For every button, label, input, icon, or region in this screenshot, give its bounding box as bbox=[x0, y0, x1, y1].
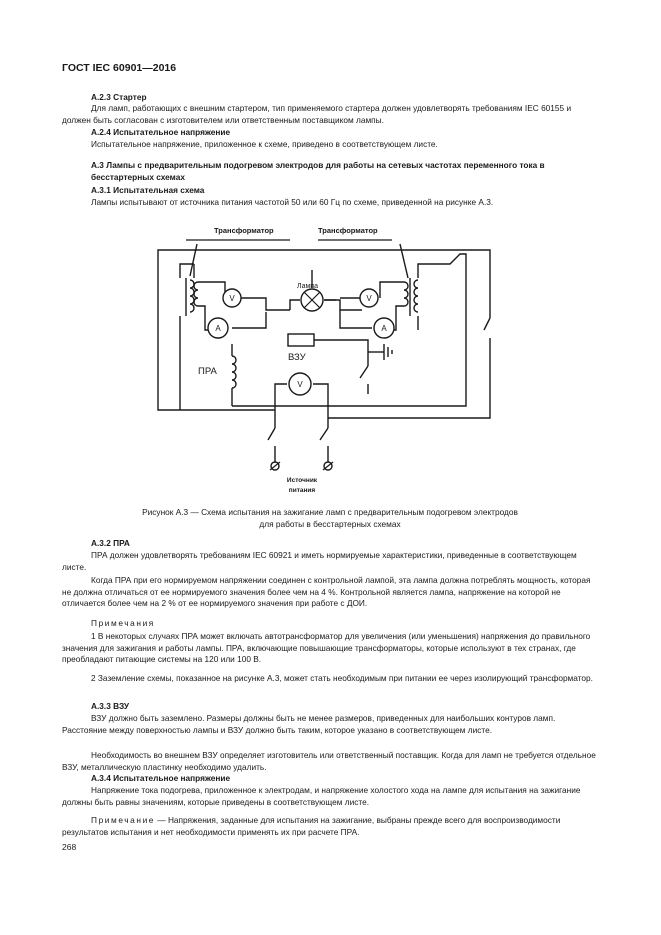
section-a24-text: Испытательное напряжение, приложенное к схеме, приведено в соответствующем листе. bbox=[91, 139, 438, 149]
section-a23-title: А.2.3 Стартер bbox=[91, 92, 147, 102]
note-3-text: — Напряжения, заданные для испытания на зажигание, выбраны прежде всего для воспроизводимости результатов испытания и нет необходимости применять их при расчете ПРА. bbox=[62, 815, 561, 837]
voltmeter-bottom-label: V bbox=[297, 380, 303, 389]
note-3-title: Примечание bbox=[91, 815, 156, 825]
section-a33-p1: ВЗУ должно быть заземлено. Размеры должны быть не менее размеров, приведенных для наибольших контуров ламп. Расстояние между поверхностью лампы и ВЗУ должно быть таким, которое указано в соответствующем листе. bbox=[62, 713, 556, 735]
lamp-label: Лампа bbox=[297, 283, 318, 290]
voltmeter-right-label: V bbox=[366, 294, 372, 303]
note-3 bbox=[62, 815, 598, 838]
figure-caption-line1: Рисунок А.3 — Схема испытания на зажигание ламп с предварительным подогревом электродов bbox=[142, 507, 518, 517]
section-a32-p2: Когда ПРА при его нормируемом напряжении соединен с контрольной лампой, эта лампа должна потреблять мощность, которая не должна отличаться от ее нормируемого значения более чем на 4 %. Контрольной является лампа, напряжение на которой не отличается более чем на 2 % от ее нормируемого значения при работе с ДОИ. bbox=[62, 575, 591, 609]
section-a3-title: А.3 Лампы с предварительным подогревом электродов для работы на сетевых частотах переменного тока в бесстартерных схемах bbox=[91, 160, 545, 182]
section-a32-title: А.3.2 ПРА bbox=[91, 538, 130, 548]
note-2: 2 Заземление схемы, показанное на рисунке А.3, может стать необходимым при питании ее через изолирующий трансформатор. bbox=[91, 673, 593, 683]
transformer-right-label: Трансформатор bbox=[318, 226, 378, 235]
ammeter-right-label: A bbox=[381, 324, 387, 333]
section-a23-text: Для ламп, работающих с внешним стартером, тип применяемого стартера должен удовлетворять требованиям IEC 60155 и должен быть согласован с изготовителем или ответственным поставщиком лампы. bbox=[62, 103, 572, 125]
document-header: ГОСТ IEC 60901—2016 bbox=[62, 62, 177, 74]
section-a24-title: А.2.4 Испытательное напряжение bbox=[91, 127, 231, 137]
ammeter-left-label: A bbox=[215, 324, 221, 333]
section-a34-p1: Напряжение тока подогрева, приложенное к электродам, и напряжение холостого хода на лампе для испытания на зажигание должны быть равны значениям, которые приведены в соответствующем листе. bbox=[62, 785, 581, 807]
pra-label: ПРА bbox=[198, 366, 217, 377]
section-a32-p1: ПРА должен удовлетворять требованиям IEC 60921 и иметь нормируемые характеристики, приведенные в соответствующем листе. bbox=[62, 550, 577, 572]
notes-title: Примечания bbox=[91, 618, 155, 628]
vzu-label: ВЗУ bbox=[288, 352, 306, 363]
section-a33-title: А.3.3 ВЗУ bbox=[91, 701, 130, 711]
source-label-line2: питания bbox=[288, 487, 316, 494]
section-a33-p2: Необходимость во внешнем ВЗУ определяет изготовитель или ответственный поставщик. Когда для ламп не требуется отдельное ВЗУ, металлическую пластинку необходимо удалить. bbox=[62, 750, 596, 772]
note-1: 1 В некоторых случаях ПРА может включать автотрансформатор для увеличения (или уменьшения) напряжения до правильного значения для зажигания и работы лампы. ПРА, включающие повышающие трансформаторы, которые используют в тех странах, где преобладают питающие системы на 120 или 100 В. bbox=[62, 631, 591, 665]
section-a31-title: А.3.1 Испытательная схема bbox=[91, 185, 205, 195]
section-a31-text: Лампы испытывают от источника питания частотой 50 или 60 Гц по схеме, приведенной на рисунке А.3. bbox=[91, 197, 494, 207]
voltmeter-left-label: V bbox=[229, 294, 235, 303]
source-label-line1: Источник bbox=[286, 477, 318, 484]
page-number: 268 bbox=[62, 842, 77, 852]
section-a34-title: А.3.4 Испытательное напряжение bbox=[91, 773, 231, 783]
transformer-left-label: Трансформатор bbox=[214, 226, 274, 235]
figure-caption-line2: для работы в бесстартерных схемах bbox=[259, 519, 401, 529]
